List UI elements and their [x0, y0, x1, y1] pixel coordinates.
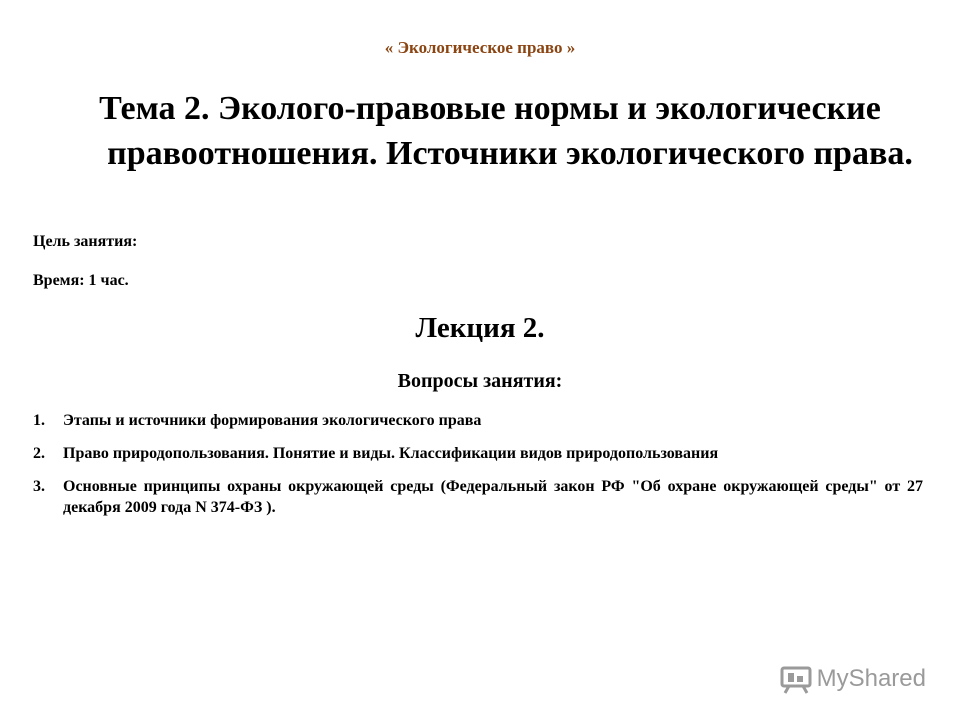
myshared-watermark — [779, 664, 926, 694]
question-text: Этапы и источники формирования экологического права — [63, 412, 482, 429]
question-text: Основные принципы охраны окружающей среды (Федеральный закон РФ "Об охране окружающей среды" от 27 декабря 2009 года N 374-ФЗ ). — [63, 478, 923, 516]
question-text: Право природопользования. Понятие и виды. Классификации видов природопользования — [63, 445, 719, 462]
course-header: « Экологическое право » — [384, 38, 576, 57]
question-item — [33, 410, 923, 431]
question-number: 2. — [33, 445, 45, 462]
question-number: 1. — [33, 412, 45, 429]
questions-list — [33, 410, 923, 530]
lesson-goal: Цель занятия: — [33, 233, 138, 250]
question-number: 3. — [33, 478, 45, 495]
watermark-text: MyShared — [816, 665, 926, 692]
presentation-board-icon — [779, 664, 813, 694]
question-item — [33, 476, 923, 518]
lecture-number: Лекция 2. — [415, 312, 545, 344]
topic-title: Тема 2. Эколого-правовые нормы и экологические правоотношения. Источники экологического права. — [99, 90, 913, 172]
question-item — [33, 443, 923, 464]
questions-heading: Вопросы занятия: — [397, 370, 563, 392]
lesson-time: Время: 1 час. — [33, 272, 129, 289]
